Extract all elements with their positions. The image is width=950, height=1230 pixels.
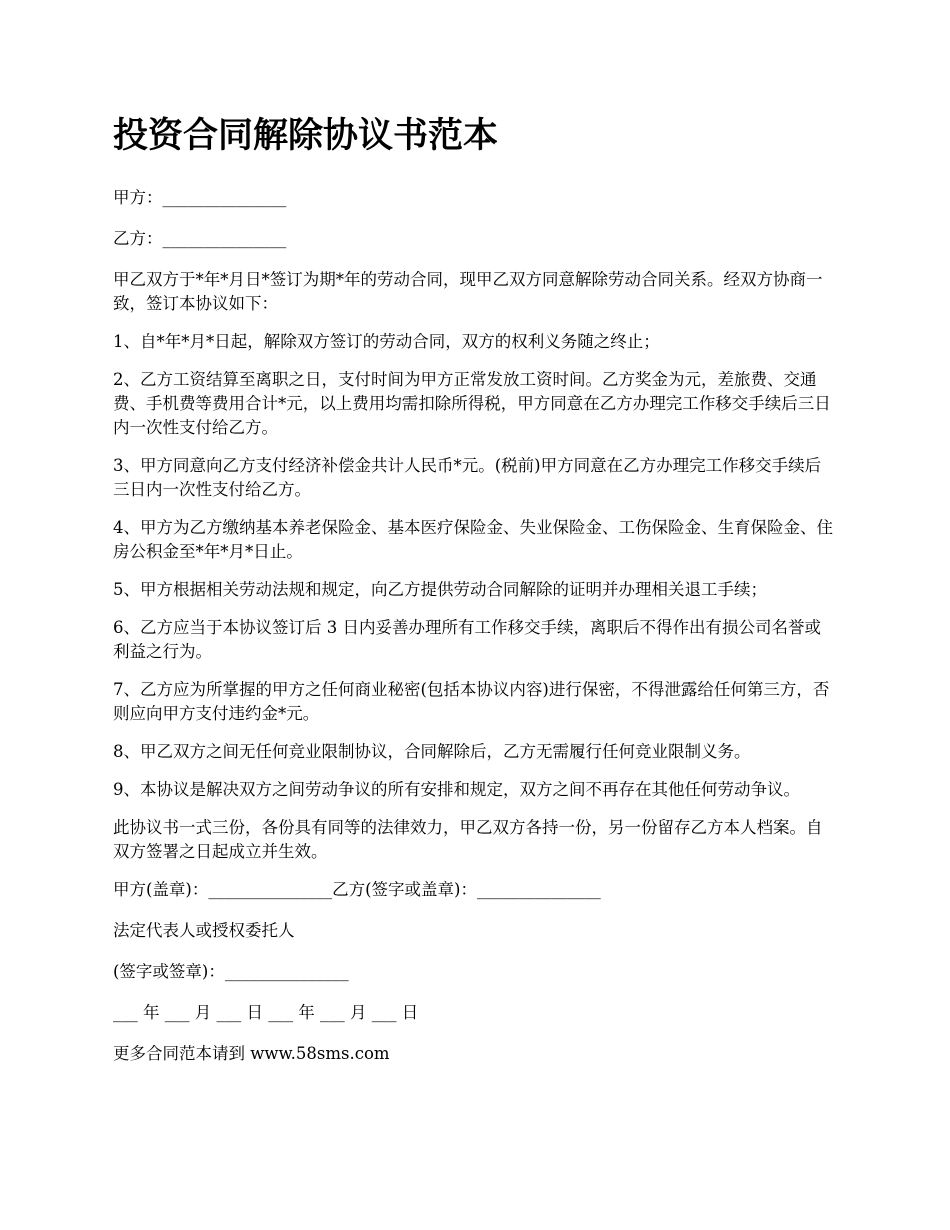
date-line: ___ 年 ___ 月 ___ 日 ___ 年 ___ 月 ___ 日: [113, 1003, 419, 1022]
intro-paragraph: 甲乙双方于*年*月日*签订为期*年的劳动合同，现甲乙双方同意解除劳动合同关系。经双方协商一致，签订本协议如下：: [113, 270, 823, 313]
party-b-line: 乙方：_______________: [113, 229, 287, 248]
clause-9: 9、本协议是解决双方之间劳动争议的所有安排和规定，双方之间不再存在其他任何劳动争议。: [113, 780, 800, 799]
clause-6: 6、乙方应当于本协议签订后 3 日内妥善办理所有工作移交手续，离职后不得作出有损公司名誉或利益之行为。: [113, 618, 821, 661]
sign-or-seal-line: (签字或签章)：_______________: [113, 962, 349, 981]
document-title: 投资合同解除协议书范本: [113, 115, 499, 156]
clause-1: 1、自*年*月*日起，解除双方签订的劳动合同，双方的权利义务随之终止；: [113, 332, 660, 351]
clause-2: 2、乙方工资结算至离职之日，支付时间为甲方正常发放工资时间。乙方奖金为元，差旅费、交通费、手机费等费用合计*元，以上费用均需扣除所得税，甲方同意在乙方办理完工作移交手续后三日内一次性支付给乙方。: [113, 370, 831, 437]
clause-7: 7、乙方应为所掌握的甲方之任何商业秘密(包括本协议内容)进行保密，不得泄露给任何第三方，否则应向甲方支付违约金*元。: [113, 680, 830, 723]
closing-paragraph: 此协议书一式三份，各份具有同等的法律效力，甲乙双方各持一份，另一份留存乙方本人档案。自双方签署之日起成立并生效。: [113, 818, 823, 861]
signature-line: 甲方(盖章)：_______________乙方(签字或盖章)：_______________: [113, 880, 601, 899]
clause-5: 5、甲方根据相关劳动法规和规定，向乙方提供劳动合同解除的证明并办理相关退工手续；: [113, 580, 767, 599]
representative-line: 法定代表人或授权委托人: [113, 921, 295, 940]
clause-3: 3、甲方同意向乙方支付经济补偿金共计人民币*元。(税前)甲方同意在乙方办理完工作移交手续后三日内一次性支付给乙方。: [113, 456, 822, 499]
clause-8: 8、甲乙双方之间无任何竞业限制协议，合同解除后，乙方无需履行任何竞业限制义务。: [113, 742, 751, 761]
party-a-line: 甲方：_______________: [113, 188, 287, 207]
footer-link-text: 更多合同范本请到 www.58sms.com: [113, 1044, 390, 1063]
document-body: [113, 112, 837, 1080]
clause-4: 4、甲方为乙方缴纳基本养老保险金、基本医疗保险金、失业保险金、工伤保险金、生育保险金、住房公积金至*年*月*日止。: [113, 518, 833, 561]
